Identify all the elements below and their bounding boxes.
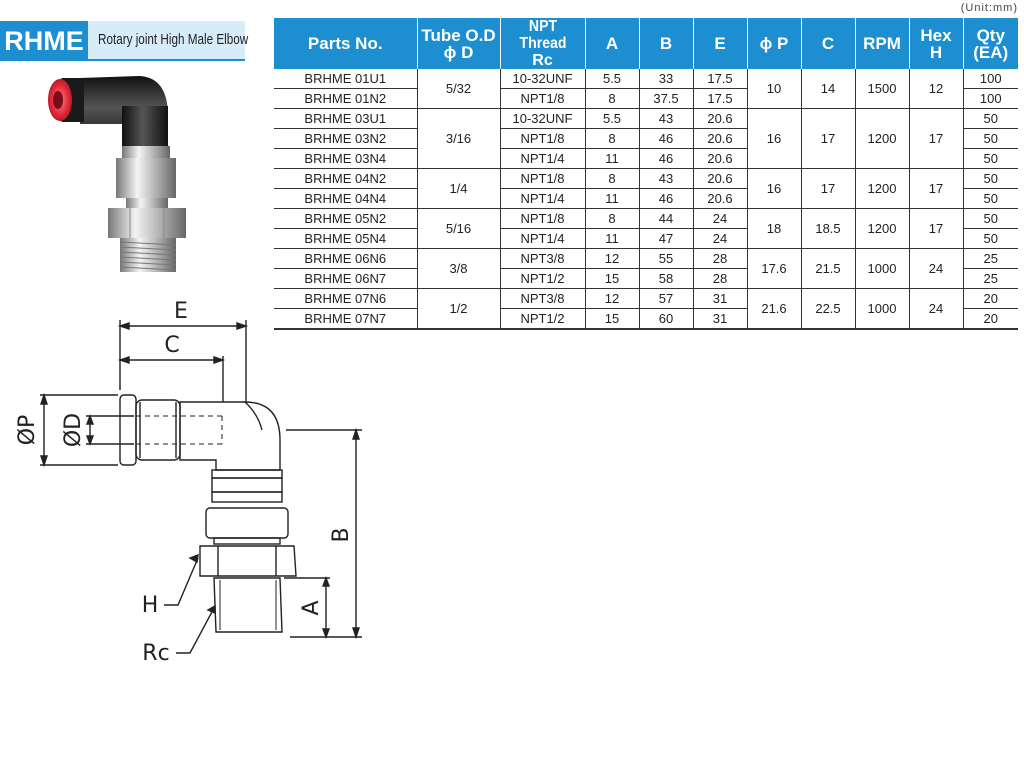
label-b: B — [329, 527, 354, 543]
cell-qty: 50 — [963, 149, 1018, 169]
cell-a: 15 — [585, 309, 639, 330]
cell-b: 57 — [639, 289, 693, 309]
cell-a: 12 — [585, 289, 639, 309]
cell-e: 20.6 — [693, 129, 747, 149]
cell-b: 58 — [639, 269, 693, 289]
cell-b: 47 — [639, 229, 693, 249]
cell-thread: 10-32UNF — [500, 69, 585, 89]
col-header-e: E — [693, 18, 747, 69]
col-header-npt-line2: Rc — [532, 52, 553, 69]
cell-e: 20.6 — [693, 149, 747, 169]
cell-tube-od: 3/8 — [417, 249, 500, 289]
cell-e: 24 — [693, 229, 747, 249]
cell-hex: 17 — [909, 209, 963, 249]
cell-qty: 25 — [963, 249, 1018, 269]
cell-tube-od: 1/2 — [417, 289, 500, 330]
cell-part-no: BRHME 04N2 — [274, 169, 417, 189]
cell-thread: NPT1/8 — [500, 129, 585, 149]
cell-b: 60 — [639, 309, 693, 330]
col-header-a: A — [585, 18, 639, 69]
col-header-hex-line1: Hex — [920, 25, 952, 45]
cell-e: 31 — [693, 309, 747, 330]
cell-c: 17 — [801, 169, 855, 209]
cell-hex: 17 — [909, 169, 963, 209]
unit-label: (Unit:mm) — [960, 2, 1018, 14]
product-title — [88, 21, 249, 61]
cell-c: 14 — [801, 69, 855, 109]
cell-rpm: 1000 — [855, 289, 909, 330]
product-title-text: Rotary joint High Male Elbow — [98, 31, 249, 48]
cell-b: 43 — [639, 169, 693, 189]
col-header-npt-line1: NPT Thread — [519, 18, 566, 52]
cell-part-no: BRHME 05N4 — [274, 229, 417, 249]
product-photo — [40, 66, 190, 276]
spec-table — [274, 18, 1018, 330]
dimension-drawing — [0, 290, 400, 680]
cell-e: 28 — [693, 249, 747, 269]
cell-part-no: BRHME 01U1 — [274, 69, 417, 89]
col-header-qty-line2: (EA) — [973, 42, 1009, 62]
cell-part-no: BRHME 03U1 — [274, 109, 417, 129]
cell-part-no: BRHME 03N2 — [274, 129, 417, 149]
cell-qty: 50 — [963, 229, 1018, 249]
cell-p: 21.6 — [747, 289, 801, 330]
cell-b: 46 — [639, 149, 693, 169]
cell-thread: 10-32UNF — [500, 109, 585, 129]
col-header-p: ϕ P — [747, 18, 801, 69]
col-header-npt — [500, 18, 585, 69]
col-header-tube — [417, 18, 500, 69]
cell-p: 17.6 — [747, 249, 801, 289]
cell-qty: 20 — [963, 289, 1018, 309]
cell-rpm: 1200 — [855, 209, 909, 249]
col-header-hex-line2: H — [929, 42, 943, 62]
cell-e: 31 — [693, 289, 747, 309]
cell-c: 18.5 — [801, 209, 855, 249]
label-p: ØP — [15, 414, 40, 446]
cell-thread: NPT1/2 — [500, 269, 585, 289]
cell-a: 11 — [585, 229, 639, 249]
cell-p: 16 — [747, 109, 801, 169]
label-c: C — [164, 333, 180, 358]
cell-tube-od: 3/16 — [417, 109, 500, 169]
cell-b: 46 — [639, 189, 693, 209]
cell-rpm: 1000 — [855, 249, 909, 289]
cell-part-no: BRHME 04N4 — [274, 189, 417, 209]
table-row — [274, 209, 1018, 229]
cell-part-no: BRHME 07N7 — [274, 309, 417, 330]
cell-tube-od: 1/4 — [417, 169, 500, 209]
cell-b: 43 — [639, 109, 693, 129]
cell-a: 11 — [585, 189, 639, 209]
cell-thread: NPT1/4 — [500, 149, 585, 169]
cell-a: 12 — [585, 249, 639, 269]
cell-e: 20.6 — [693, 189, 747, 209]
label-d: ØD — [61, 412, 86, 448]
cell-b: 33 — [639, 69, 693, 89]
cell-e: 17.5 — [693, 89, 747, 109]
col-header-rpm: RPM — [855, 18, 909, 69]
cell-qty: 50 — [963, 129, 1018, 149]
col-header-hex — [909, 18, 963, 69]
cell-thread: NPT1/4 — [500, 229, 585, 249]
cell-qty: 50 — [963, 189, 1018, 209]
table-row — [274, 69, 1018, 89]
cell-qty: 50 — [963, 209, 1018, 229]
col-header-qty-line1: Qty — [976, 25, 1005, 45]
cell-part-no: BRHME 07N6 — [274, 289, 417, 309]
cell-a: 8 — [585, 89, 639, 109]
cell-a: 15 — [585, 269, 639, 289]
label-h: H — [141, 593, 159, 618]
cell-qty: 100 — [963, 69, 1018, 89]
table-row — [274, 249, 1018, 269]
col-header-parts-text: Parts No. — [307, 34, 383, 53]
cell-e: 17.5 — [693, 69, 747, 89]
cell-e: 24 — [693, 209, 747, 229]
col-header-parts — [274, 18, 417, 69]
cell-p: 10 — [747, 69, 801, 109]
cell-thread: NPT3/8 — [500, 249, 585, 269]
cell-qty: 50 — [963, 169, 1018, 189]
cell-qty: 25 — [963, 269, 1018, 289]
cell-tube-od: 5/16 — [417, 209, 500, 249]
cell-e: 20.6 — [693, 109, 747, 129]
cell-hex: 24 — [909, 289, 963, 330]
cell-rpm: 1200 — [855, 109, 909, 169]
col-header-c: C — [801, 18, 855, 69]
cell-hex: 12 — [909, 69, 963, 109]
cell-part-no: BRHME 01N2 — [274, 89, 417, 109]
cell-thread: NPT3/8 — [500, 289, 585, 309]
col-header-qty — [963, 18, 1018, 69]
label-e: E — [174, 299, 188, 324]
cell-thread: NPT1/2 — [500, 309, 585, 330]
cell-qty: 20 — [963, 309, 1018, 330]
label-rc: Rc — [142, 641, 170, 666]
cell-b: 44 — [639, 209, 693, 229]
cell-a: 8 — [585, 129, 639, 149]
cell-part-no: BRHME 06N6 — [274, 249, 417, 269]
cell-a: 8 — [585, 169, 639, 189]
cell-a: 11 — [585, 149, 639, 169]
cell-a: 5.5 — [585, 109, 639, 129]
cell-hex: 24 — [909, 249, 963, 289]
cell-p: 16 — [747, 169, 801, 209]
col-header-tube-line2: ϕ D — [443, 42, 474, 62]
col-header-tube-line1: Tube O.D — [421, 25, 496, 45]
cell-thread: NPT1/8 — [500, 209, 585, 229]
product-code-badge: RHME — [0, 21, 88, 61]
cell-part-no: BRHME 03N4 — [274, 149, 417, 169]
label-a: A — [299, 600, 324, 616]
cell-p: 18 — [747, 209, 801, 249]
table-row — [274, 109, 1018, 129]
cell-e: 28 — [693, 269, 747, 289]
cell-thread: NPT1/8 — [500, 169, 585, 189]
cell-part-no: BRHME 05N2 — [274, 209, 417, 229]
cell-qty: 50 — [963, 109, 1018, 129]
cell-tube-od: 5/32 — [417, 69, 500, 109]
table-row — [274, 169, 1018, 189]
cell-b: 46 — [639, 129, 693, 149]
cell-part-no: BRHME 06N7 — [274, 269, 417, 289]
cell-a: 8 — [585, 209, 639, 229]
cell-thread: NPT1/4 — [500, 189, 585, 209]
cell-b: 55 — [639, 249, 693, 269]
cell-hex: 17 — [909, 109, 963, 169]
cell-c: 17 — [801, 109, 855, 169]
cell-rpm: 1500 — [855, 69, 909, 109]
cell-c: 21.5 — [801, 249, 855, 289]
cell-b: 37.5 — [639, 89, 693, 109]
cell-rpm: 1200 — [855, 169, 909, 209]
cell-a: 5.5 — [585, 69, 639, 89]
cell-qty: 100 — [963, 89, 1018, 109]
cell-c: 22.5 — [801, 289, 855, 330]
col-header-b: B — [639, 18, 693, 69]
cell-e: 20.6 — [693, 169, 747, 189]
cell-thread: NPT1/8 — [500, 89, 585, 109]
